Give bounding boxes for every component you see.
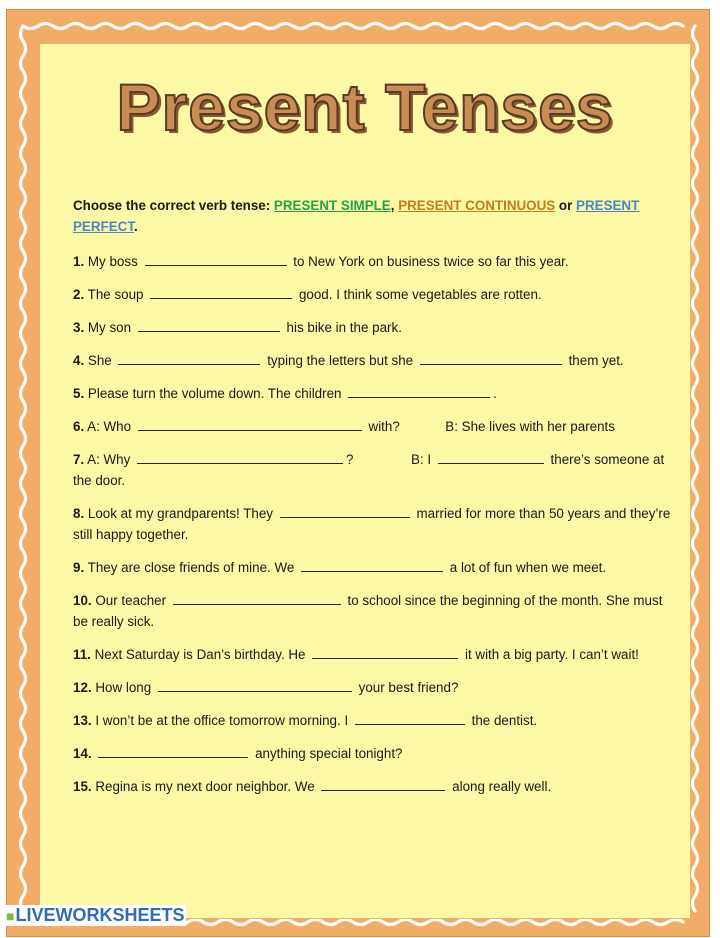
question-number: 7. [73,452,85,467]
question-number: 6. [73,419,85,434]
question-text: B: She lives with her parents [445,419,615,434]
question-text: a lot of fun when we meet. [449,560,607,575]
answer-blank[interactable] [312,646,458,659]
question-number: 4. [73,353,85,368]
question-number: 11. [73,647,91,662]
worksheet [39,43,691,919]
answer-blank[interactable] [438,451,544,464]
question-14 [73,743,673,764]
question-4 [73,350,673,371]
wave-line [21,26,26,911]
wave-line [693,26,698,911]
question-text: them yet. [568,353,624,368]
question-text: it with a big party. I can’t wait! [464,647,639,662]
question-text: the dentist. [471,713,538,728]
question-text: anything special tonight? [255,746,403,761]
question-text: Please turn the volume down. The children [87,386,342,401]
question-5 [73,383,673,404]
wave-line [23,24,683,29]
instruction-or: or [555,198,577,213]
question-text: The soup [87,287,144,302]
question-7 [73,449,673,491]
question-text: B: I [410,452,432,467]
answer-blank[interactable] [355,712,465,725]
question-number: 2. [73,287,85,302]
tense-present-perfect-b: PERFECT [73,219,135,234]
answer-blank[interactable] [280,505,410,518]
question-number: 3. [73,320,85,335]
instructions [73,195,673,237]
question-10 [73,590,673,632]
question-11 [73,644,673,665]
answer-blank[interactable] [158,679,352,692]
question-text: I won’t be at the office tomorrow morning. I [95,713,349,728]
question-text: My boss [87,254,138,269]
question-number: 14. [73,746,92,761]
answer-blank[interactable] [118,352,260,365]
question-text: Look at my grandparents! They [87,506,274,521]
question-number: 13. [73,713,92,728]
liveworksheets-logo-icon: ■ [6,908,15,924]
answer-blank[interactable] [145,253,287,266]
question-text: ? [346,452,354,467]
question-9 [73,557,673,578]
question-text: married for more than 50 years and they’re still happy together. [73,506,671,542]
answer-blank[interactable] [138,418,362,431]
tense-present-simple: PRESENT SIMPLE [273,198,391,213]
question-number: 5. [73,386,85,401]
question-text: good. I think some vegetables are rotten. [298,287,542,302]
question-text: with? [368,419,400,434]
question-text: his bike in the park. [286,320,402,335]
question-text: She [87,353,112,368]
answer-blank[interactable] [348,385,490,398]
answer-blank[interactable] [137,451,343,464]
answer-blank[interactable] [98,745,248,758]
answer-blank[interactable] [173,592,341,605]
instruction-comma: , [390,198,399,213]
question-number: 12. [73,680,92,695]
question-text: Regina is my next door neighbor. We [95,779,315,794]
question-3 [73,317,673,338]
question-text: My son [87,320,132,335]
worksheet-content [73,195,673,809]
answer-blank[interactable] [138,319,280,332]
question-2 [73,284,673,305]
question-number: 1. [73,254,85,269]
question-text: Next Saturday is Dan’s birthday. He [94,647,306,662]
tense-present-continuous: PRESENT CONTINUOUS [398,198,556,213]
question-text: . [493,386,497,401]
question-text: They are close friends of mine. We [87,560,295,575]
question-text: typing the letters but she [267,353,414,368]
question-text: to school since the beginning of the month. She must be really sick. [73,593,663,629]
instruction-end: . [134,219,138,234]
answer-blank[interactable] [321,778,445,791]
question-8 [73,503,673,545]
question-text: Our teacher [95,593,167,608]
question-text: to New York on business twice so far this year. [293,254,569,269]
question-number: 9. [73,560,85,575]
question-text: along really well. [452,779,552,794]
page-title: Present Tenses [116,70,614,144]
question-number: 15. [73,779,92,794]
question-text: How long [95,680,152,695]
answer-blank[interactable] [150,286,292,299]
question-text: there’s someone at the door. [73,452,665,488]
decorative-frame [6,9,710,937]
tense-present-perfect-a: PRESENT [576,198,640,213]
question-6 [73,416,673,437]
instruction-prefix: Choose the correct verb tense: [73,198,274,213]
question-15 [73,776,673,797]
question-text: A: Why [87,452,131,467]
liveworksheets-footer[interactable] [4,905,186,926]
question-number: 10. [73,593,92,608]
answer-blank[interactable] [420,352,562,365]
question-12 [73,677,673,698]
footer-logo-text: LIVEWORKSHEETS [15,905,185,925]
question-13 [73,710,673,731]
answer-blank[interactable] [301,559,443,572]
question-text: A: Who [87,419,132,434]
question-text: your best friend? [358,680,459,695]
question-1 [73,251,673,272]
question-number: 8. [73,506,85,521]
